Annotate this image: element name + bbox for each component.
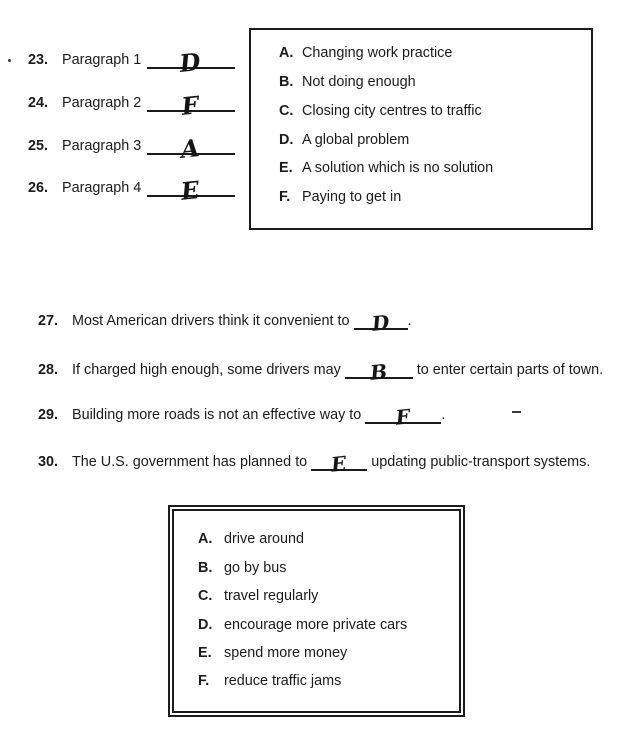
question-text-after: . xyxy=(441,407,446,423)
question-row-23 xyxy=(28,46,235,79)
question-number: 29. xyxy=(38,407,59,423)
handwritten-answer: F xyxy=(394,404,412,430)
option-text: drive around xyxy=(224,531,304,547)
option-letter: B. xyxy=(198,560,213,576)
handwritten-answer: A xyxy=(179,133,201,164)
option-text: encourage more private cars xyxy=(224,617,408,633)
answer-blank xyxy=(147,133,235,164)
option-text: reduce traffic jams xyxy=(224,673,342,689)
answer-blank xyxy=(345,359,413,385)
question-row-26 xyxy=(28,175,235,206)
option-row xyxy=(279,72,416,92)
option-row xyxy=(279,130,409,150)
question-row-25 xyxy=(28,133,235,164)
option-text: spend more money xyxy=(224,645,348,661)
option-row xyxy=(279,101,482,121)
option-text: A global problem xyxy=(302,132,410,148)
option-text: Closing city centres to traffic xyxy=(302,103,482,119)
option-letter: E. xyxy=(279,160,293,176)
question-text: The U.S. government has planned to xyxy=(72,454,308,470)
option-letter: D. xyxy=(279,132,294,148)
option-row xyxy=(198,529,304,549)
option-text: Not doing enough xyxy=(302,74,416,90)
question-row-30 xyxy=(22,432,590,492)
question-text-after: updating public-transport systems. xyxy=(367,454,591,470)
handwritten-answer: E xyxy=(330,451,348,477)
option-row xyxy=(279,187,401,207)
handwritten-answer: F xyxy=(180,90,201,121)
answer-blank xyxy=(354,310,408,336)
question-text: Most American drivers think it convenient to xyxy=(72,313,350,329)
option-letter: B. xyxy=(279,74,294,90)
option-row xyxy=(198,643,347,663)
question-number: 28. xyxy=(38,362,59,378)
handwritten-answer: B xyxy=(368,359,389,385)
option-row xyxy=(198,615,407,635)
question-row-24 xyxy=(28,90,235,121)
scan-speck xyxy=(512,411,521,413)
option-letter: A. xyxy=(279,45,294,61)
option-letter: D. xyxy=(198,617,213,633)
question-label: Paragraph 1 xyxy=(62,52,142,68)
question-text-after: . xyxy=(407,313,412,329)
option-letter: F. xyxy=(279,189,291,205)
option-text: travel regularly xyxy=(224,588,319,604)
question-number: 30. xyxy=(38,454,59,470)
question-text: Building more roads is not an effective way to xyxy=(72,407,362,423)
option-letter: C. xyxy=(198,588,213,604)
options-box-1 xyxy=(249,28,593,230)
question-number: 24. xyxy=(28,95,49,111)
option-letter: F. xyxy=(198,673,210,689)
option-row xyxy=(198,671,341,691)
question-label: Paragraph 4 xyxy=(62,180,142,196)
option-letter: C. xyxy=(279,103,294,119)
question-number: 26. xyxy=(28,180,49,196)
option-letter: E. xyxy=(198,645,212,661)
question-label: Paragraph 3 xyxy=(62,138,142,154)
option-row xyxy=(279,158,493,178)
answer-blank xyxy=(365,404,441,430)
answer-blank xyxy=(147,46,235,79)
handwritten-answer: D xyxy=(178,46,202,79)
scan-speck xyxy=(8,59,11,62)
question-text: If charged high enough, some drivers may xyxy=(72,362,341,378)
option-row xyxy=(198,586,318,606)
answer-blank xyxy=(147,175,235,206)
option-text: A solution which is no solution xyxy=(302,160,494,176)
handwritten-answer: D xyxy=(370,310,391,336)
options-box-2 xyxy=(168,505,465,717)
option-row xyxy=(279,43,452,63)
question-text-after: to enter certain parts of town. xyxy=(412,362,604,378)
question-number: 23. xyxy=(28,52,49,68)
option-text: Changing work practice xyxy=(302,45,453,61)
option-row xyxy=(198,558,286,578)
question-number: 27. xyxy=(38,313,59,329)
option-text: Paying to get in xyxy=(302,189,402,205)
question-label: Paragraph 2 xyxy=(62,95,142,111)
handwritten-answer: E xyxy=(179,175,201,206)
option-text: go by bus xyxy=(224,560,287,576)
option-letter: A. xyxy=(198,531,213,547)
answer-blank xyxy=(147,90,235,121)
answer-blank xyxy=(311,451,367,477)
question-number: 25. xyxy=(28,138,49,154)
